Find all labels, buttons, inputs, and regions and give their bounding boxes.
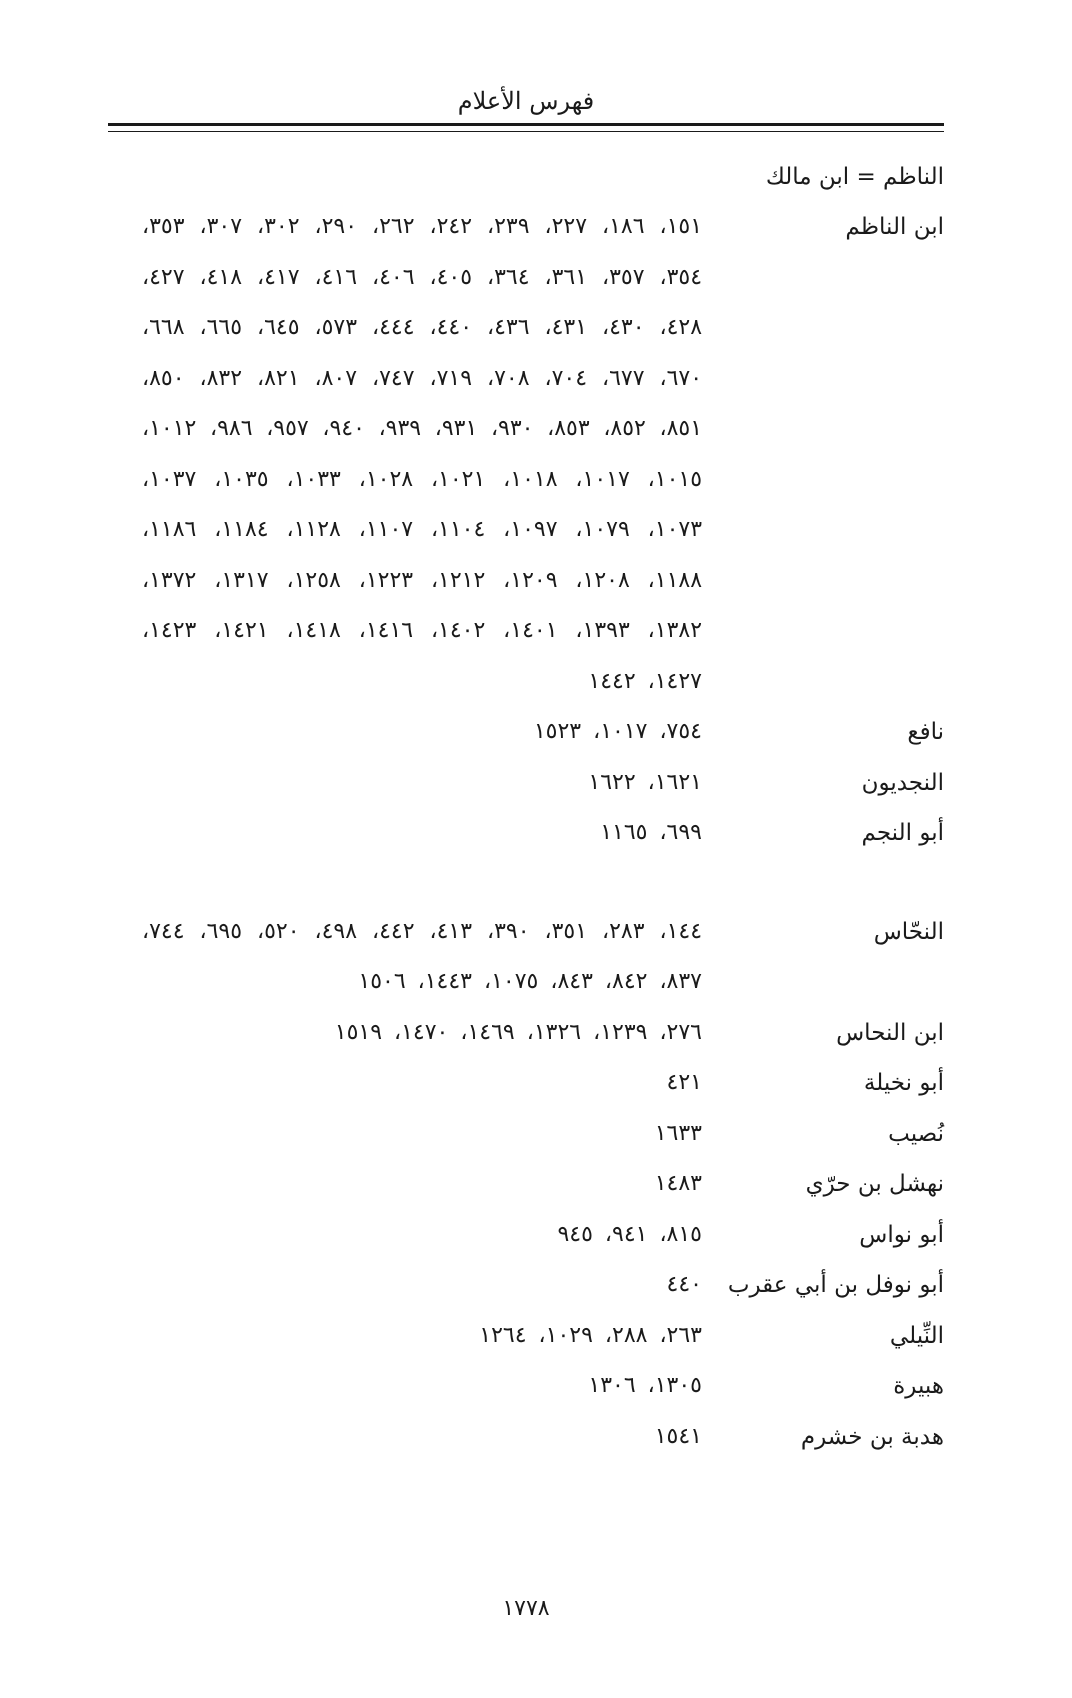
entry-pages: ١٦٢١، ١٦٢٢	[588, 769, 702, 795]
entry-pages: ٤٢١	[666, 1070, 702, 1095]
entry-pages: ٤٤٠	[666, 1272, 702, 1297]
entry-pages: ٧٥٤، ١٠١٧، ١٥٢٣	[533, 719, 702, 744]
entry-pages: ١٤٨٣	[654, 1171, 702, 1196]
index-entry	[108, 1159, 944, 1210]
index-entry	[108, 1058, 944, 1109]
entry-name: نُصيب	[888, 1120, 944, 1147]
header-rule-thick	[108, 123, 944, 126]
page-number: ١٧٧٨	[502, 1596, 550, 1621]
header-rule-thin	[108, 131, 944, 132]
entry-pages: ١٥٤١	[654, 1423, 702, 1449]
entry-name: أبو نواس	[859, 1221, 944, 1248]
entry-name: النِّيلي	[889, 1322, 944, 1349]
index-entry	[108, 808, 944, 859]
index-page	[108, 0, 944, 1698]
entry-pages: ١٦٣٣	[654, 1120, 702, 1146]
entry-name: نافع	[907, 719, 944, 745]
entry-name: أبو نخيلة	[863, 1070, 944, 1096]
index-entry	[108, 1109, 944, 1160]
index-entry	[108, 152, 944, 202]
entry-name: هبيرة	[893, 1373, 944, 1399]
name-index	[108, 152, 944, 1462]
index-entry	[108, 1311, 944, 1362]
entry-pages: ١٥١، ١٨٦، ٢٢٧، ٢٣٩، ٢٤٢، ٢٦٢، ٢٩٠، ٣٠٢، ٣٠٧، ٣٥٣، ٣٥٤، ٣٥٧، ٣٦١، ٣٦٤، ٤٠٥، ٤٠٦، ٤١٦، ٤١٧، ٤١٨، ٤٢٧، ٤٢٨، ٤٣٠، ٤٣١، ٤٣٦، ٤٤٠، ٤٤٤، ٥٧٣، ٦٤٥، ٦٦٥، ٦٦٨، ٦٧٠، ٦٧٧، ٧٠٤، ٧٠٨، ٧١٩، ٧٤٧، ٨٠٧، ٨٢١، ٨٣٢، ٨٥٠، ٨٥١، ٨٥٢، ٨٥٣، ٩٣٠، ٩٣١، ٩٣٩، ٩٤٠، ٩٥٧، ٩٨٦، ١٠١٢، ١٠١٥، ١٠١٧، ١٠١٨، ١٠٢١، ١٠٢٨، ١٠٣٣، ١٠٣٥، ١٠٣٧، ١٠٧٣، ١٠٧٩، ١٠٩٧، ١١٠٤، ١١٠٧، ١١٢٨، ١١٨٤، ١١٨٦، ١١٨٨، ١٢٠٨، ١٢٠٩، ١٢١٢، ١٢٢٣، ١٢٥٨، ١٣١٧، ١٣٧٢، ١٣٨٢، ١٣٩٣، ١٤٠١، ١٤٠٢، ١٤١٦، ١٤١٨، ١٤٢١، ١٤٢٣، ١٤٢٧، ١٤٤٢	[142, 214, 703, 694]
entry-pages: ٢٦٣، ٢٨٨، ١٠٢٩، ١٢٦٤	[479, 1322, 702, 1348]
index-entry	[108, 707, 944, 758]
entry-name: النحّاس	[873, 918, 944, 945]
entry-name: أبو النجم	[861, 820, 944, 846]
entry-name: هدبة بن خشرم	[800, 1423, 944, 1450]
running-head: فهرس الأعلام	[457, 87, 595, 115]
entry-name: الناظم = ابن مالك	[765, 164, 944, 190]
index-entry	[108, 1361, 944, 1412]
entry-name: نهشل بن حرّي	[805, 1171, 944, 1197]
index-entry	[108, 1210, 944, 1261]
entry-pages: ١٤٤، ٢٨٣، ٣٥١، ٣٩٠، ٤١٣، ٤٤٢، ٤٩٨، ٥٢٠، ٦٩٥، ٧٤٤، ٨٣٧، ٨٤٢، ٨٤٣، ١٠٧٥، ١٤٤٣، ١٥٠٦	[142, 918, 703, 994]
entry-name: أبو نوفل بن أبي عقرب	[727, 1272, 944, 1298]
entry-name: ابن النحاس	[836, 1019, 944, 1046]
index-entry	[108, 1412, 944, 1463]
entry-pages: ٢٧٦، ١٢٣٩، ١٣٢٦، ١٤٦٩، ١٤٧٠، ١٥١٩	[334, 1019, 702, 1045]
index-entry	[108, 907, 944, 1008]
index-entry	[108, 758, 944, 809]
index-entry	[108, 1260, 944, 1311]
index-entry	[108, 202, 944, 707]
entry-pages: ١٣٠٥، ١٣٠٦	[588, 1373, 702, 1398]
entry-pages: ٨١٥، ٩٤١، ٩٤٥	[557, 1221, 702, 1247]
entry-pages: ٦٩٩، ١١٦٥	[600, 820, 702, 845]
entry-name: ابن الناظم	[845, 214, 944, 240]
index-entry	[108, 1008, 944, 1059]
entry-name: النجديون	[861, 769, 944, 796]
